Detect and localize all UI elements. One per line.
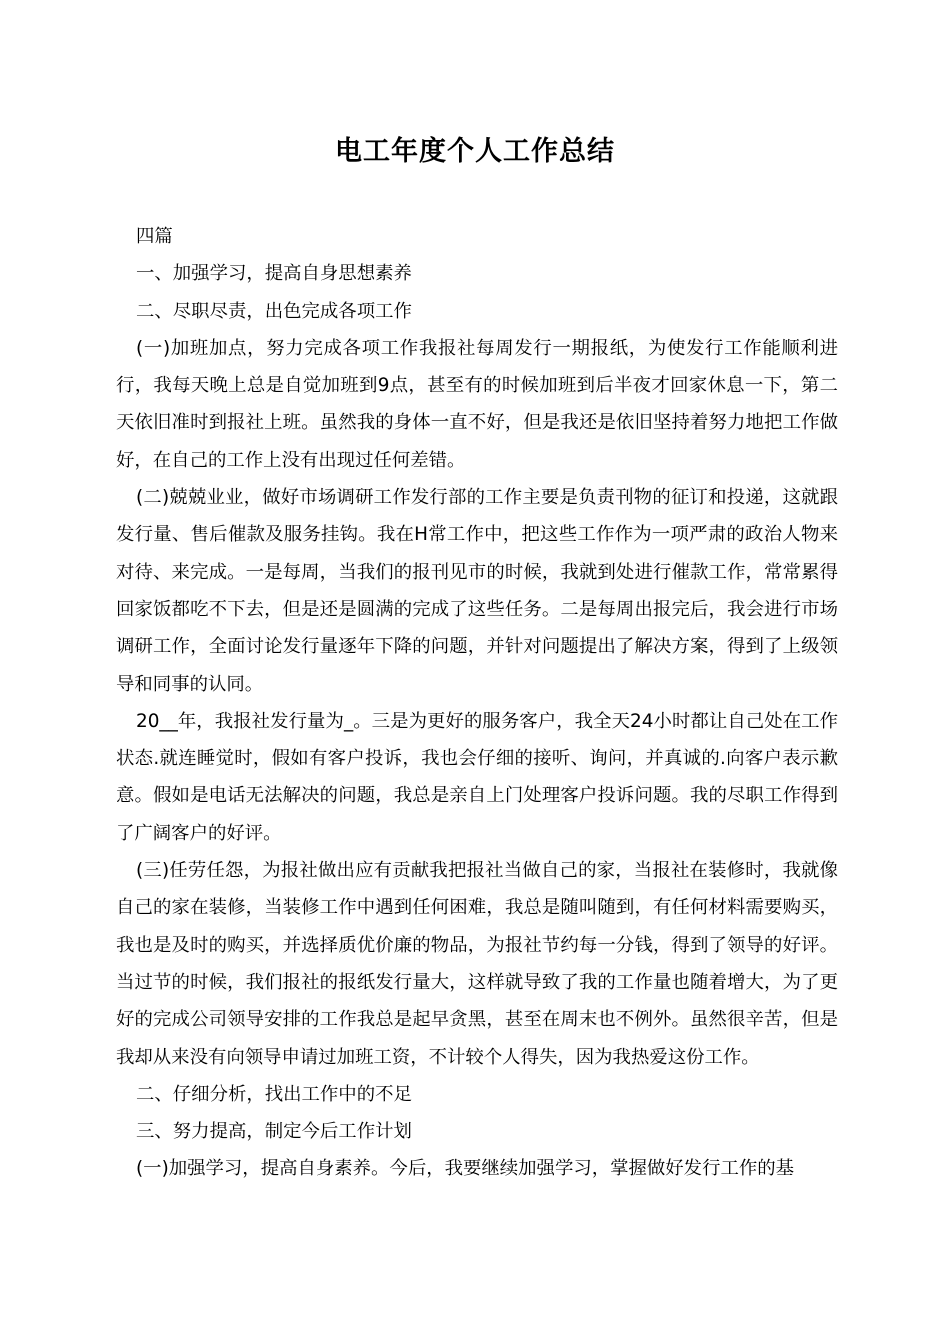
heading-section-2: 二、尽职尽责，出色完成各项工作 <box>136 300 412 322</box>
heading-section-1: 一、加强学习，提高自身思想素养 <box>136 263 412 285</box>
paragraph-intro: 四篇 <box>136 226 173 247</box>
heading-plan: 三、努力提高，制定今后工作计划 <box>136 1121 412 1143</box>
paragraph-contribution: (三)任劳任怨，为报社做出应有贡献我把报社当做自己的家，当报社在装修时，我就像自己的家在装修，当装修工作中遇到任何困难，我总是随叫随到，有任何材料需要购买，我也是及时的购买，并选择质优价廉的物品，为报社节约每一分钱，得到了领导的好评。当过节的时候，我们报社的报纸发行量大，这样就导致了我的工作量也随着增大，为了更好的完成公司领导安排的工作我总是起早贪黑，甚至在周末也不例外。虽然很辛苦，但是我却从来没有向领导申请过加班工资，不计较个人得失，因为我热爱这份工作。 <box>116 860 838 1068</box>
paragraph-study-plan: (一)加强学习，提高自身素养。今后，我要继续加强学习，掌握做好发行工作的基 <box>136 1158 795 1180</box>
paragraph-circulation: 20__年，我报社发行量为_。三是为更好的服务客户，我全天24小时都让自己处在工作状态.就连睡觉时，假如有客户投诉，我也会仔细的接听、询问，并真诚的.向客户表示歉意。假如是电话无法解决的问题，我总是亲自上门处理客户投诉问题。我的尽职工作得到了广阔客户的好评。 <box>116 710 838 844</box>
heading-analysis: 二、仔细分析，找出工作中的不足 <box>136 1083 412 1105</box>
paragraph-market-research: (二)兢兢业业，做好市场调研工作发行部的工作主要是负责刊物的征订和投递，这就跟发行量、售后催款及服务挂钩。我在H常工作中，把这些工作作为一项严肃的政治人物来对待、来完成。一是每周，当我们的报刊见市的时候，我就到处进行催款工作，常常累得回家饭都吃不下去，但是还是圆满的完成了这些任务。二是每周出报完后，我会进行市场调研工作，全面讨论发行量逐年下降的问题，并针对问题提出了解决方案，得到了上级领导和同事的认同。 <box>116 487 838 695</box>
document-title: 电工年度个人工作总结 <box>335 136 615 167</box>
paragraph-overtime: (一)加班加点，努力完成各项工作我报社每周发行一期报纸，为使发行工作能顺利进行，我每天晚上总是自觉加班到9点，甚至有的时候加班到后半夜才回家休息一下，第二天依旧准时到报社上班。虽然我的身体一直不好，但是我还是依旧坚持着努力地把工作做好，在自己的工作上没有出现过任何差错。 <box>116 337 838 471</box>
document-body <box>116 218 838 1188</box>
